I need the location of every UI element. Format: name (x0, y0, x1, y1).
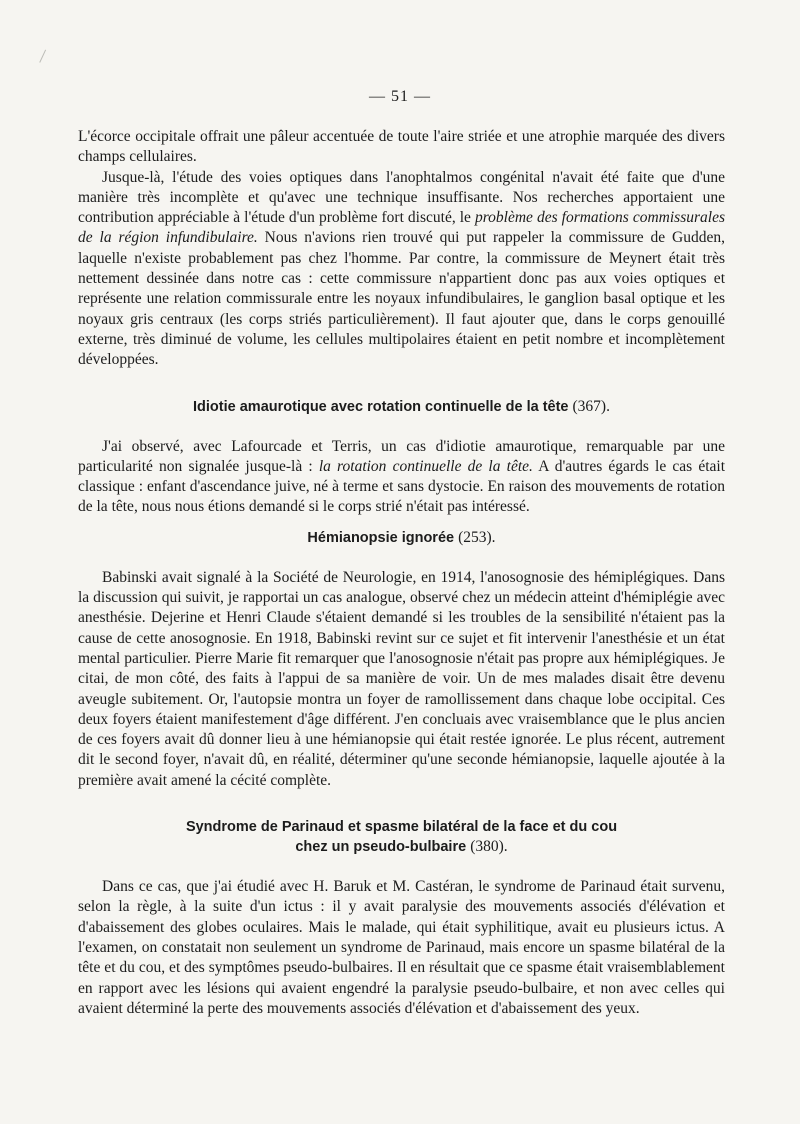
section-heading-parinaud-ref: (380). (470, 838, 508, 856)
margin-mark (39, 50, 49, 65)
section-heading-idiotie (78, 397, 725, 417)
section-heading-idiotie-title: Idiotie amaurotique avec rotation continuelle de la tête (193, 398, 569, 415)
intro-paragraph-2-italic: problème des formations commissurales de la région infundibulaire. (78, 209, 725, 247)
section-heading-hemianopsie (78, 528, 725, 548)
parinaud-paragraph: Dans ce cas, que j'ai étudié avec H. Baruk et M. Castéran, le syndrome de Parinaud était survenu, selon la règle, à la suite d'un ictus : il y avait paralysie des mouvements associés d'élévation et d'abaissement des globes oculaires. Mais le malade, qui était syphilitique, avait eu plusieurs ictus. A l'examen, on constatait non seulement un syndrome de Parinaud, mais encore un spasme bilatéral de la tête et du cou, et des symptômes pseudo-bulbaires. Il en résultait que ce spasme était vraisemblablement en rapport avec les lésions qui avaient engendré la paralysie pseudo-bulbaire, et non avec celles qui avaient déterminé la perte des mouvements associés d'élévation et d'abaissement des yeux. (78, 878, 725, 1017)
section-heading-parinaud (78, 817, 725, 857)
intro-paragraph-2 (78, 168, 725, 371)
page-number: — 51 — (369, 88, 431, 105)
intro-paragraph-2-text-a: Jusque-là, l'étude des voies optiques dans l'anophtalmos congénital n'avait été faite que d'une manière très incomplète et qu'avec une technique insuffisante. Nos recherches apportaient une contribution appréciable à l'étude d'un problème fort discuté, le (78, 168, 725, 227)
idiotie-paragraph (78, 437, 725, 518)
idiotie-paragraph-text-a: J'ai observé, avec Lafourcade et Terris, un cas d'idiotie amaurotique, remarquable par une particularité non signalée jusque-là : (78, 437, 725, 475)
idiotie-paragraph-italic: la rotation continuelle de la tête. (318, 457, 533, 475)
section-heading-hemianopsie-title: Hémianopsie ignorée (307, 529, 455, 546)
intro-paragraph-2-text-b: Nous n'avions rien trouvé qui put rappeler la commissure de Gudden, laquelle n'existe probablement pas chez l'homme. Par contre, la commissure de Meynert était très nettement dessinée dans notre cas : cette commissure n'appartient donc pas aux voies optiques et représente une relation commissurale entre les noyaux infundibulaires, le ganglion basal optique et les noyaux gris centraux (les corps striés particulièrement). Il faut ajouter que, dans le corps genouillé externe, très diminué de volume, les cellules multipolaires étaient en petit nombre et incomplètement développées. (78, 229, 725, 369)
section-heading-parinaud-title-line-1: Syndrome de Parinaud et spasme bilatéral de la face et du cou (185, 819, 618, 836)
text-column (78, 127, 725, 1019)
section-heading-hemianopsie-ref: (253). (458, 528, 496, 546)
hemianopsie-paragraph: Babinski avait signalé à la Société de Neurologie, en 1914, l'anosognosie des hémiplégiques. Dans la discussion qui suivit, je rapportai un cas analogue, observé chez un médecin atteint d'hémiplégie avec anesthésie. Dejerine et Henri Claude s'étaient demandé si les troubles de la sensibilité n'étaient pas la cause de cette anosognosie. En 1918, Babinski revint sur ce sujet et fit intervenir l'anesthésie et un état mental particulier. Pierre Marie fit remarquer que l'anosognosie n'était pas propre aux hémiplégiques. Je citai, de mon côté, des faits à l'appui de sa manière de voir. Un de mes malades disait être devenu aveugle subitement. Or, l'autopsie montra un foyer de ramollissement dans chaque lobe occipital. Ces deux foyers étaient manifestement d'âge différent. J'en concluais avec vraisemblance que le plus ancien de ces foyers avait dû donner lieu à une hémianopsie qui était restée ignorée. Le plus récent, autrement dit le second foyer, n'avait dû, en réalité, déterminer qu'une seconde hémianopsie, laquelle ajoutée à la première avait amené la cécité complète. (78, 568, 725, 789)
idiotie-paragraph-text-b: A d'autres égards le cas était classique : enfant d'ascendance juive, né à terme et sans dystocie. En raison des mouvements de rotation de la tête, nous nous étions demandé si le corps strié n'était pas intéressé. (78, 457, 726, 516)
section-heading-parinaud-title-line-2: chez un pseudo-bulbaire (295, 839, 467, 856)
intro-paragraph-1: L'écorce occipitale offrait une pâleur accentuée de toute l'aire striée et une atrophie marquée des divers champs cellulaires. (78, 128, 725, 166)
section-heading-idiotie-ref: (367). (572, 397, 610, 415)
